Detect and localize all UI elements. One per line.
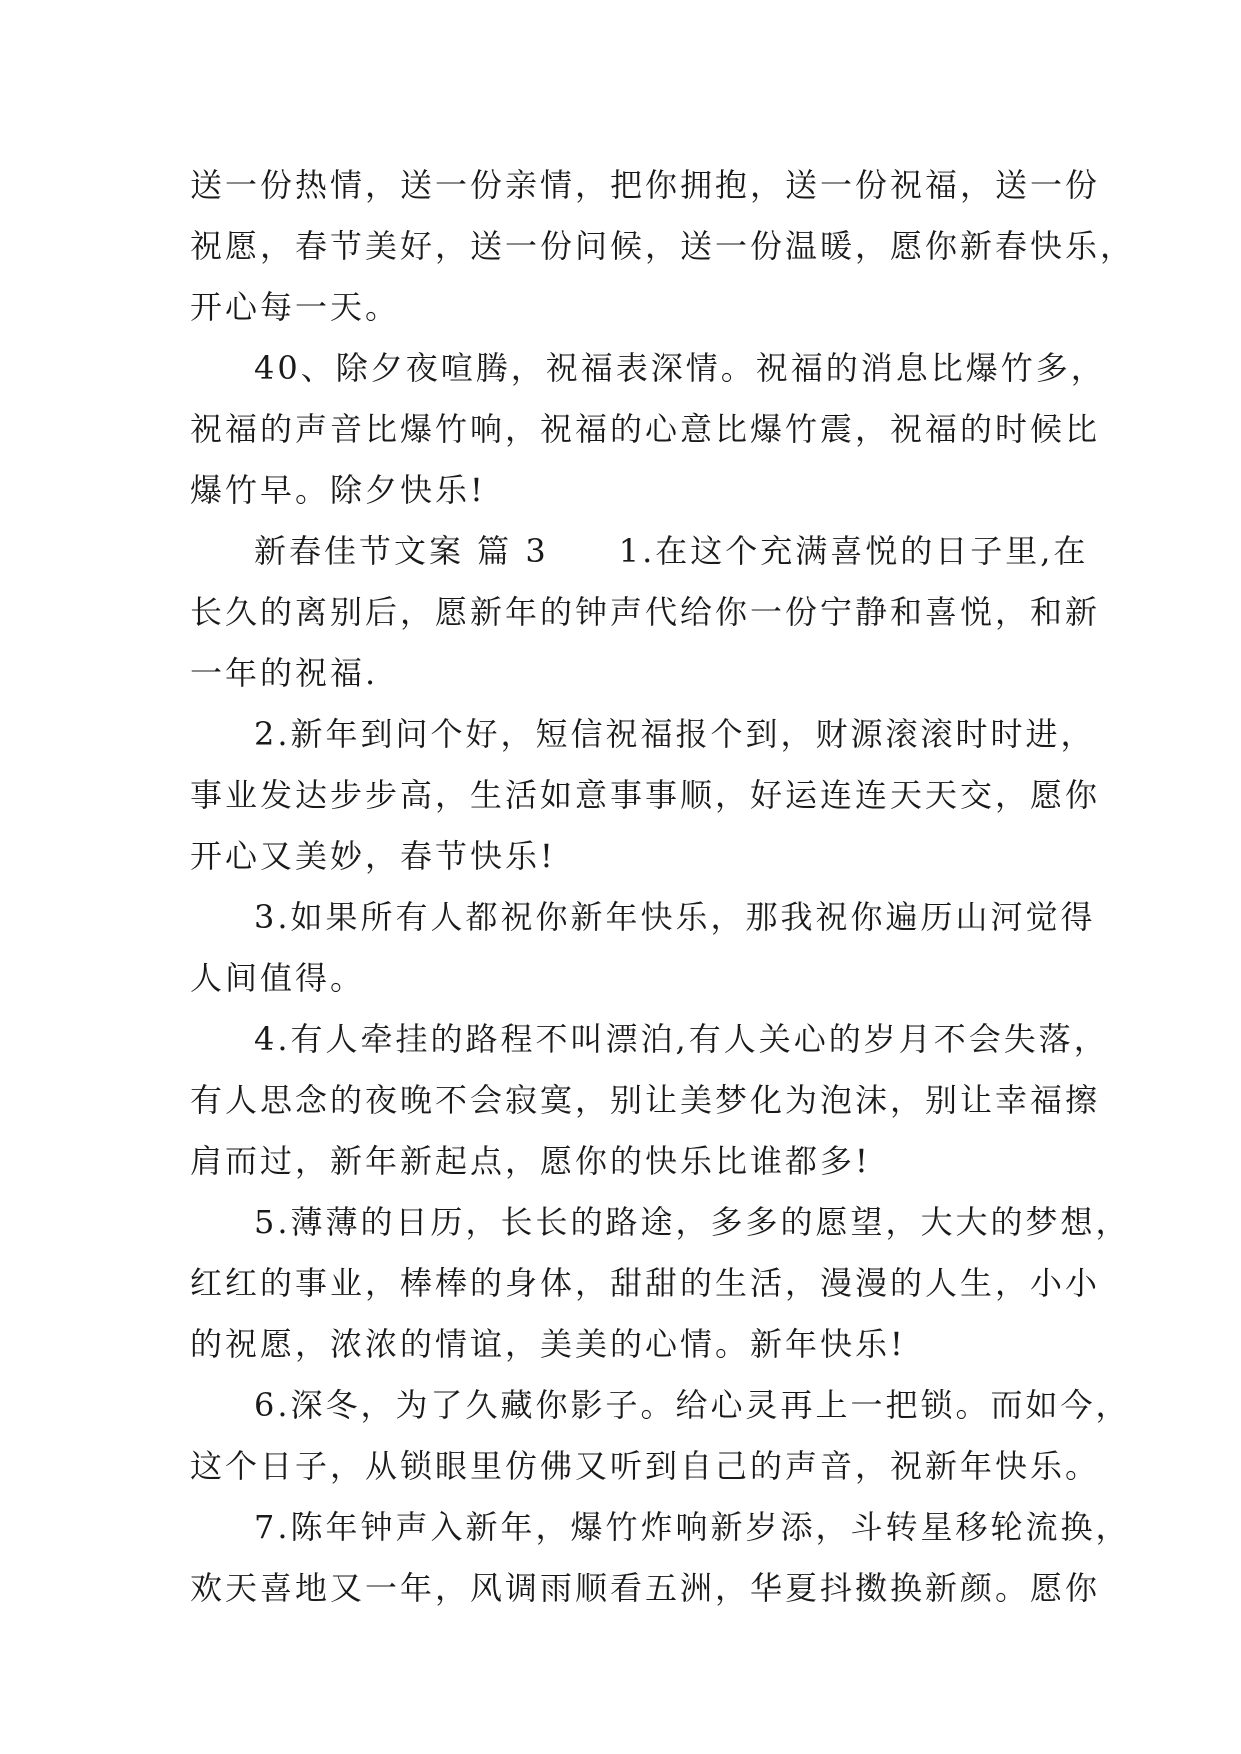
paragraph-line: 4.有人牵挂的路程不叫漂泊,有人关心的岁月不会失落， [254,1020,1109,1058]
paragraph-line: 肩而过，新年新起点，愿你的快乐比谁都多! [190,1142,871,1180]
paragraph-text: 1.在这个充满喜悦的日子里,在 [618,532,1089,570]
paragraph-line: 爆竹早。除夕快乐! [190,471,486,509]
paragraph-line: 开心又美妙，春节快乐! [190,837,556,875]
paragraph-line: 一年的祝福. [190,654,379,692]
paragraph-line: 的祝愿，浓浓的情谊，美美的心情。新年快乐! [190,1325,906,1363]
paragraph-line: 这个日子，从锁眼里仿佛又听到自己的声音，祝新年快乐。 [190,1447,1101,1485]
paragraph-line: 红红的事业，棒棒的身体，甜甜的生活，漫漫的人生，小小 [190,1264,1101,1302]
paragraph-line: 6.深冬，为了久藏你影子。给心灵再上一把锁。而如今， [254,1386,1131,1424]
section-heading: 新春佳节文案 篇 3 [254,532,549,570]
paragraph-line: 祝愿，春节美好，送一份问候，送一份温暖，愿你新春快乐， [190,227,1136,265]
paragraph-line: 2.新年到问个好，短信祝福报个到，财源滚滚时时进， [254,715,1096,753]
paragraph-line: 7.陈年钟声入新年，爆竹炸响新岁添，斗转星移轮流换， [254,1508,1131,1546]
paragraph-line: 3.如果所有人都祝你新年快乐，那我祝你遍历山河觉得 [254,898,1096,936]
document-body [190,155,1136,1619]
paragraph-line: 祝福的声音比爆竹响，祝福的心意比爆竹震，祝福的时候比 [190,410,1101,448]
paragraph-line: 人间值得。 [190,959,366,997]
paragraph-line: 长久的离别后，愿新年的钟声代给你一份宁静和喜悦，和新 [190,593,1101,631]
paragraph-line: 送一份热情，送一份亲情，把你拥抱，送一份祝福，送一份 [190,166,1101,204]
paragraph-line: 事业发达步步高，生活如意事事顺，好运连连天天交，愿你 [190,776,1101,814]
paragraph-line: 40、除夕夜喧腾，祝福表深情。祝福的消息比爆竹多， [254,349,1106,387]
paragraph-line [190,521,1089,582]
paragraph-line: 5.薄薄的日历，长长的路途，多多的愿望，大大的梦想， [254,1203,1131,1241]
paragraph-line: 欢天喜地又一年，风调雨顺看五洲，华夏抖擞换新颜。愿你 [190,1569,1101,1607]
paragraph-line: 开心每一天。 [190,288,401,326]
paragraph-line: 有人思念的夜晚不会寂寞，别让美梦化为泡沫，别让幸福擦 [190,1081,1101,1119]
